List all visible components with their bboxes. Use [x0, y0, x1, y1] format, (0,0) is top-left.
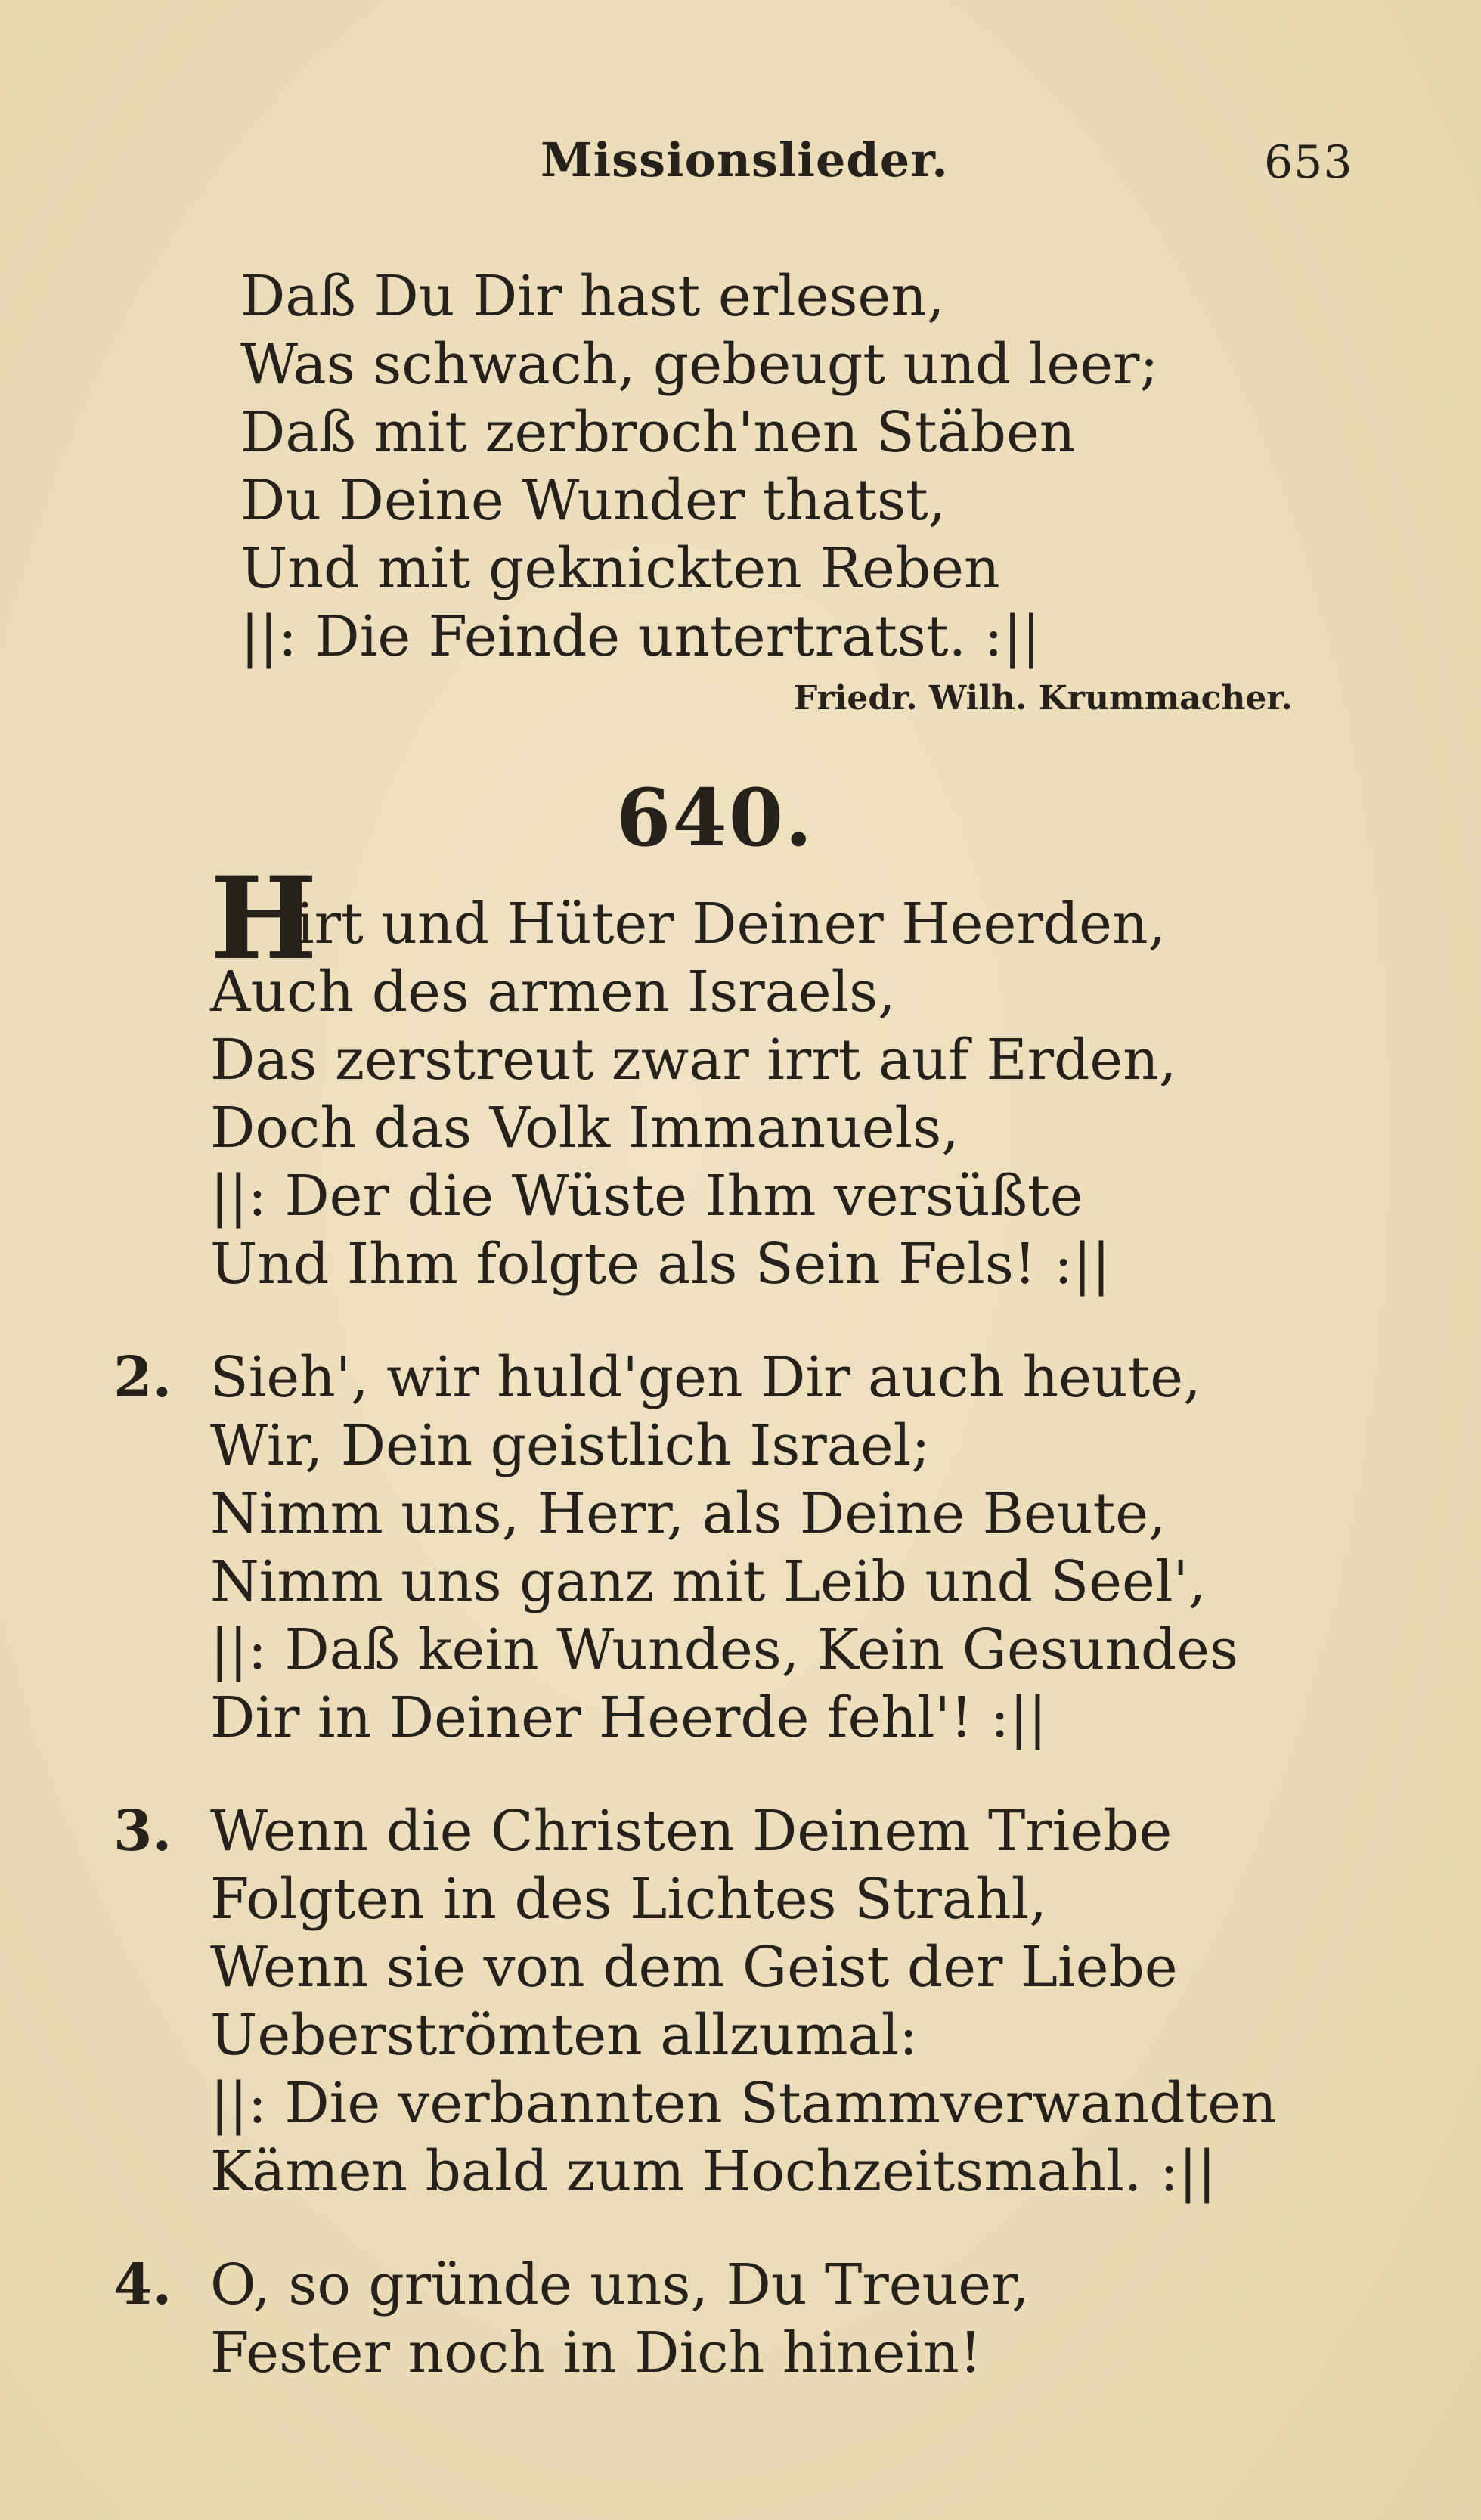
verse-line: Du Deine Wunder thatst,: [240, 468, 947, 533]
verse-line: Daß Du Dir hast erlesen,: [240, 264, 945, 329]
verse-line: Nimm uns, Herr, als Deine Beute,: [210, 1481, 1167, 1546]
running-header-title: Missionslieder.: [541, 132, 949, 188]
verse-line: Das zerstreut zwar irrt auf Erden,: [210, 1028, 1177, 1093]
drop-cap: H: [210, 852, 318, 985]
verse-line: O, so gründe uns, Du Treuer,: [210, 2252, 1030, 2317]
verse-line: Daß mit zerbroch'nen Stäben: [240, 400, 1076, 465]
verse-line: Nimm uns ganz mit Leib und Seel',: [210, 1549, 1207, 1614]
verse-line: irt und Hüter Deiner Heerden,: [296, 891, 1167, 956]
verse-line: Kämen bald zum Hochzeitsmahl. :||: [210, 2139, 1216, 2204]
verse-line: ||: Die verbannten Stammverwandten: [210, 2071, 1277, 2136]
stanza-number: 3.: [113, 1799, 172, 1864]
verse-line: Dir in Deiner Heerde fehl'! :||: [210, 1685, 1047, 1750]
verse-line: Ueberströmten allzumal:: [210, 2003, 919, 2068]
verse-line: Doch das Volk Immanuels,: [210, 1096, 959, 1161]
verse-line: Wenn sie von dem Geist der Liebe: [210, 1935, 1178, 2000]
page-number: 653: [1264, 136, 1353, 189]
stanza-number: 2.: [113, 1345, 172, 1410]
verse-line: ||: Der die Wüste Ihm versüßte: [210, 1164, 1083, 1229]
hymn-number: 640.: [616, 771, 814, 864]
verse-line: ||: Die Feinde untertratst. :||: [240, 604, 1041, 669]
verse-line: Wir, Dein geistlich Israel;: [210, 1413, 931, 1478]
author-attribution: Friedr. Wilh. Krummacher.: [794, 679, 1293, 718]
verse-line: Folgten in des Lichtes Strahl,: [210, 1867, 1047, 1932]
verse-line: Was schwach, gebeugt und leer;: [240, 332, 1159, 397]
verse-line: Wenn die Christen Deinem Triebe: [210, 1799, 1173, 1864]
verse-line: Und mit geknickten Reben: [240, 536, 1000, 601]
verse-line: Auch des armen Israels,: [210, 959, 896, 1024]
verse-line: Fester noch in Dich hinein!: [210, 2320, 982, 2385]
verse-line: Und Ihm folgte als Sein Fels! :||: [210, 1232, 1111, 1297]
verse-line: Sieh', wir huld'gen Dir auch heute,: [210, 1345, 1201, 1410]
stanza-number: 4.: [113, 2252, 172, 2317]
verse-line: ||: Daß kein Wundes, Kein Gesundes: [210, 1617, 1239, 1682]
